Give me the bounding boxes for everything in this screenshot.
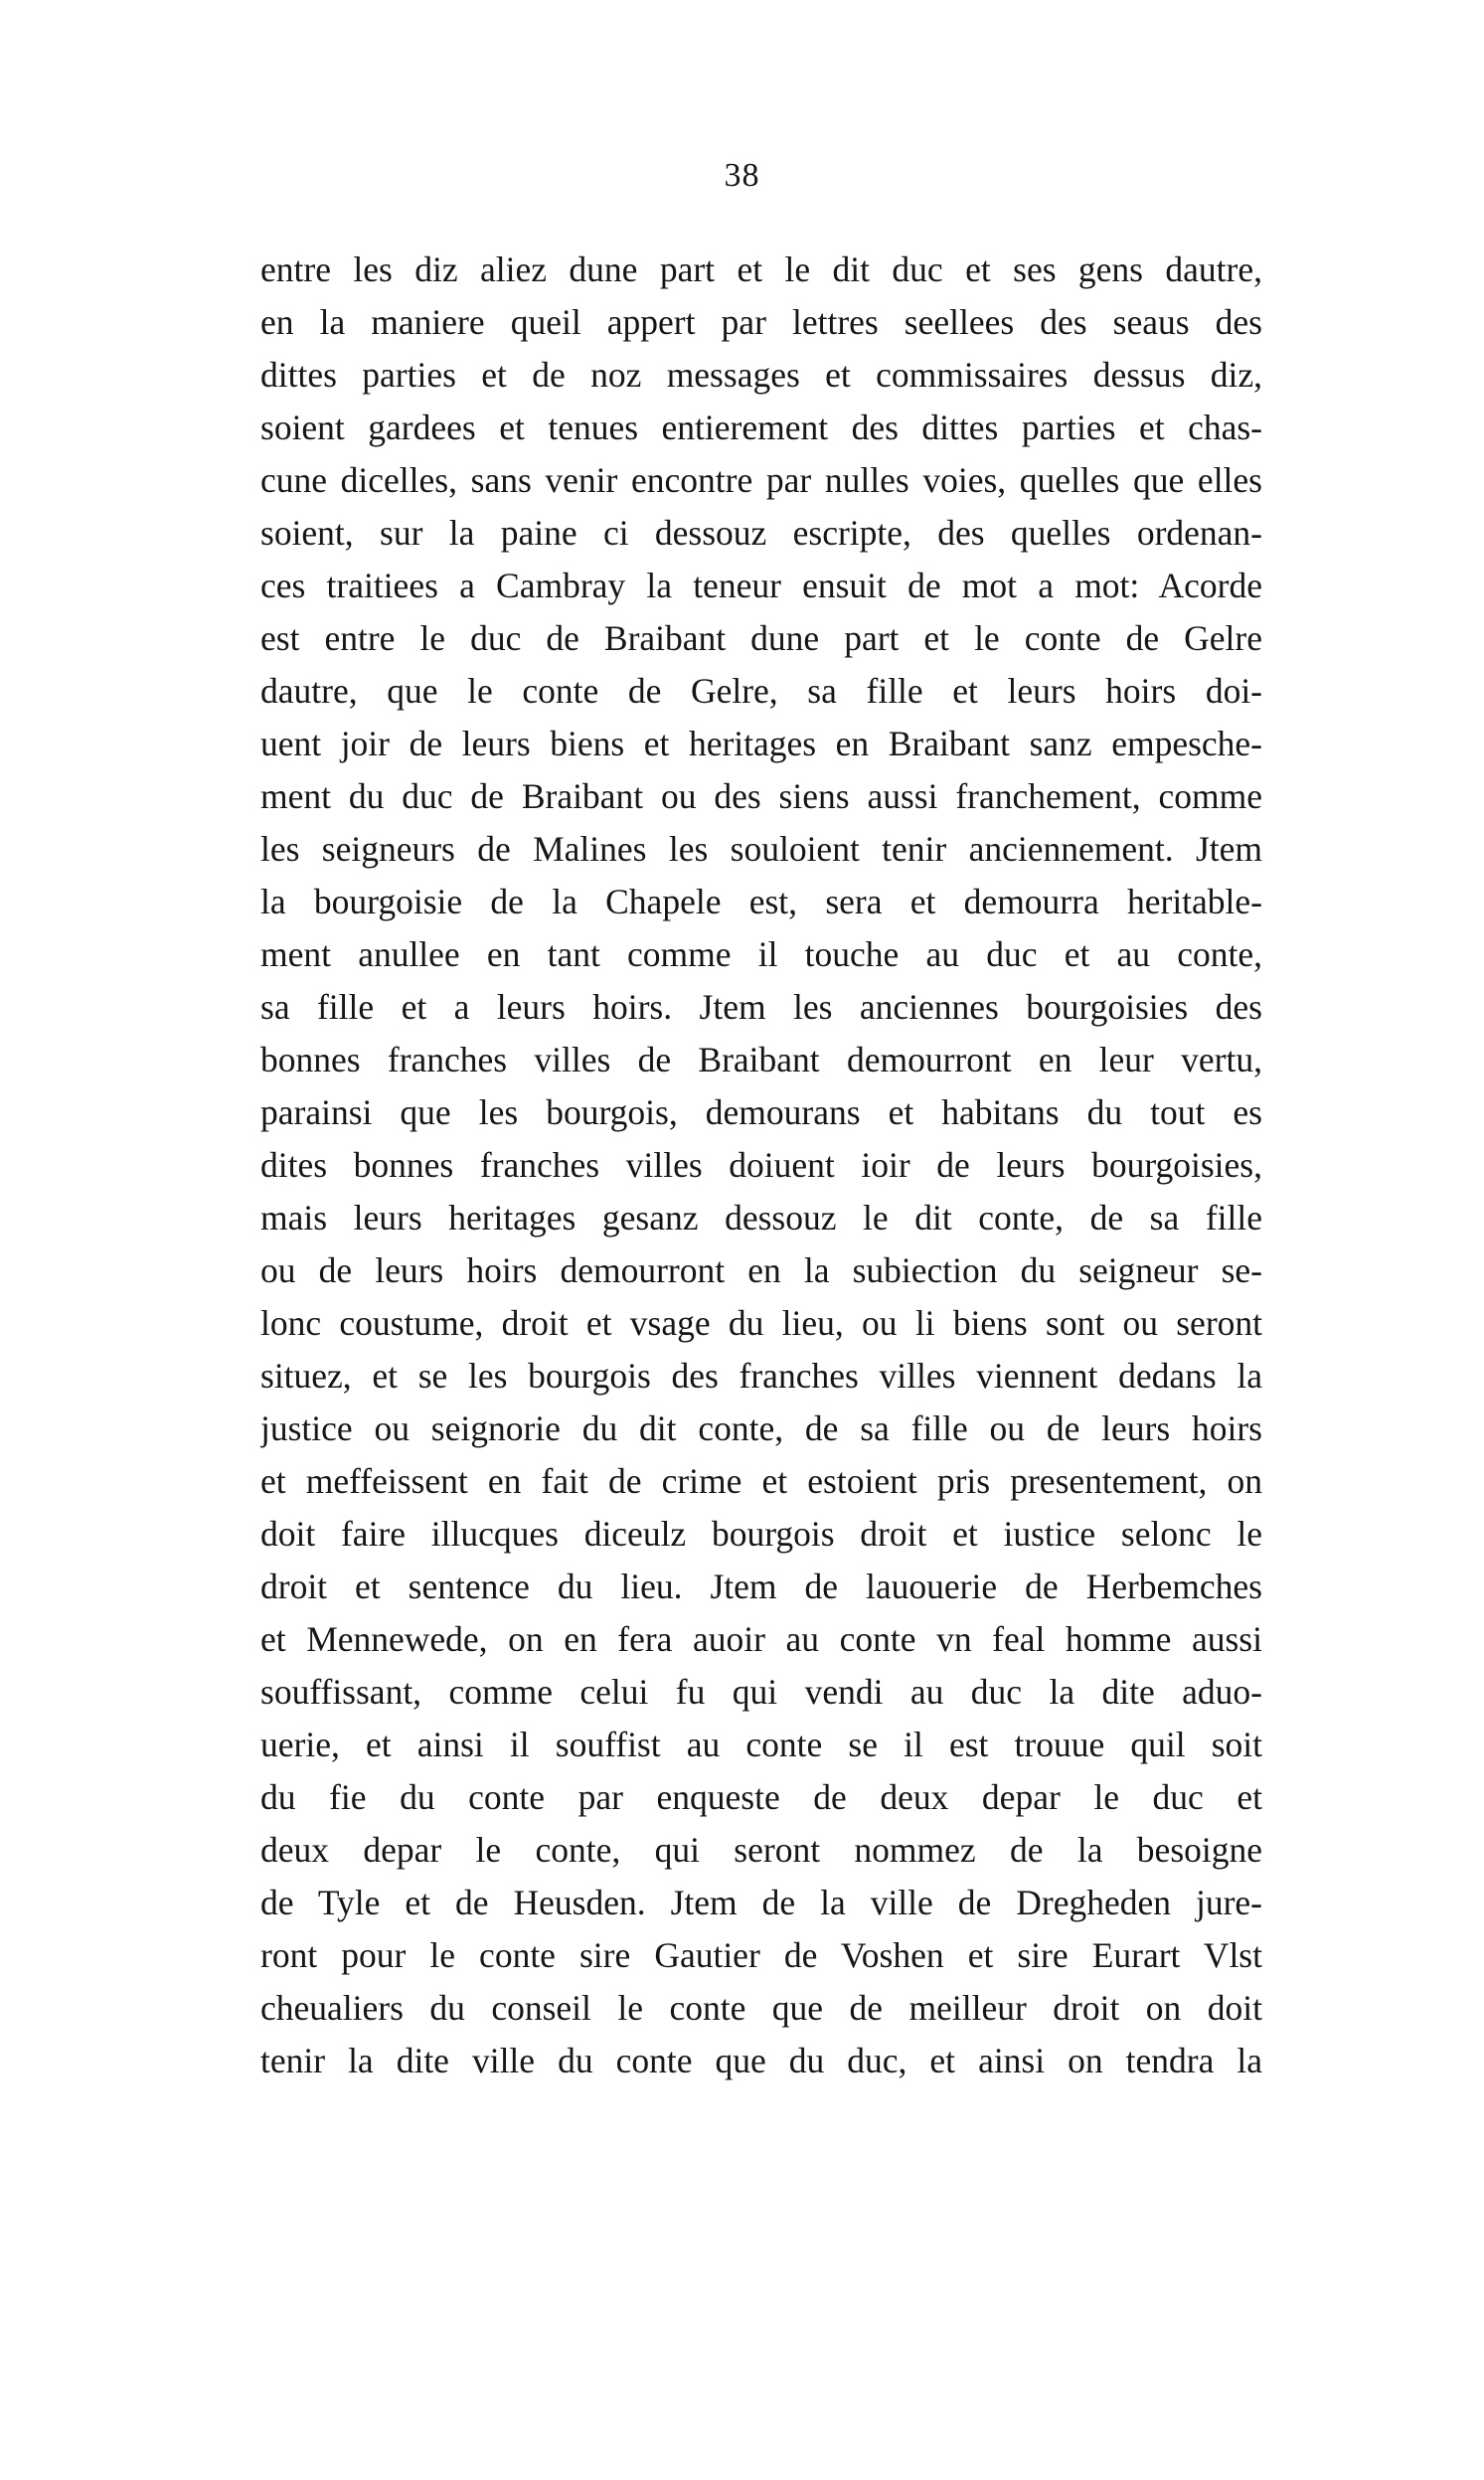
text-line: justice ou seignorie du dit conte, de sa fille ou de leurs hoirs	[260, 1408, 1262, 1448]
text-line: bonnes franches villes de Braibant demourront en leur vertu,	[260, 1040, 1262, 1079]
text-line: deux depar le conte, qui seront nommez de la besoigne	[260, 1830, 1262, 1870]
text-line: et meffeissent en fait de crime et estoient pris presentement, on	[260, 1461, 1262, 1501]
text-line: est entre le duc de Braibant dune part et le conte de Gelre	[260, 618, 1262, 658]
page-number: 38	[724, 157, 760, 194]
text-line: dittes parties et de noz messages et commissaires dessus diz,	[260, 355, 1262, 395]
text-line: ou de leurs hoirs demourront en la subiection du seigneur se-	[260, 1250, 1262, 1290]
text-line: du fie du conte par enqueste de deux depar le duc et	[260, 1777, 1262, 1817]
text-line: situez, et se les bourgois des franches villes viennent dedans la	[260, 1356, 1262, 1396]
text-line: dautre, que le conte de Gelre, sa fille et leurs hoirs doi-	[260, 671, 1262, 711]
text-line: entre les diz aliez dune part et le dit duc et ses gens dautre,	[260, 249, 1262, 289]
text-line: uerie, et ainsi il souffist au conte se il est trouue quil soit	[260, 1725, 1262, 1764]
text-line: soient, sur la paine ci dessouz escripte, des quelles ordenan-	[260, 513, 1262, 553]
text-line: tenir la dite ville du conte que du duc, et ainsi on tendra la	[260, 2041, 1262, 2080]
text-line: dites bonnes franches villes doiuent ioir de leurs bourgoisies,	[260, 1145, 1262, 1185]
text-line: lonc coustume, droit et vsage du lieu, ou li biens sont ou seront	[260, 1303, 1262, 1343]
text-line: souffissant, comme celui fu qui vendi au duc la dite aduo-	[260, 1672, 1262, 1712]
text-line: ment du duc de Braibant ou des siens aussi franchement, comme	[260, 776, 1262, 816]
text-line: la bourgoisie de la Chapele est, sera et demourra heritable-	[260, 882, 1262, 921]
text-line: soient gardees et tenues entierement des dittes parties et chas-	[260, 408, 1262, 447]
text-line: cune dicelles, sans venir encontre par nulles voies, quelles que elles	[260, 460, 1262, 500]
text-line: cheualiers du conseil le conte que de meilleur droit on doit	[260, 1988, 1262, 2028]
text-line: les seigneurs de Malines les souloient tenir anciennement. Jtem	[260, 829, 1262, 869]
text-line: et Mennewede, on en fera auoir au conte vn feal homme aussi	[260, 1619, 1262, 1659]
body-text	[260, 244, 1262, 2087]
text-line: ront pour le conte sire Gautier de Voshen et sire Eurart Vlst	[260, 1935, 1262, 1975]
text-line: ces traitiees a Cambray la teneur ensuit de mot a mot: Acorde	[260, 566, 1262, 605]
text-line: de Tyle et de Heusden. Jtem de la ville de Dregheden jure-	[260, 1883, 1262, 1922]
text-line: sa fille et a leurs hoirs. Jtem les anciennes bourgoisies des	[260, 987, 1262, 1027]
text-line: parainsi que les bourgois, demourans et habitans du tout es	[260, 1092, 1262, 1132]
text-line: doit faire illucques diceulz bourgois droit et iustice selonc le	[260, 1514, 1262, 1554]
text-line: droit et sentence du lieu. Jtem de lauouerie de Herbemches	[260, 1567, 1262, 1606]
text-line: mais leurs heritages gesanz dessouz le dit conte, de sa fille	[260, 1198, 1262, 1238]
text-line: en la maniere queil appert par lettres seellees des seaus des	[260, 302, 1262, 342]
text-line: ment anullee en tant comme il touche au duc et au conte,	[260, 934, 1262, 974]
text-line: uent joir de leurs biens et heritages en Braibant sanz empesche-	[260, 724, 1262, 763]
